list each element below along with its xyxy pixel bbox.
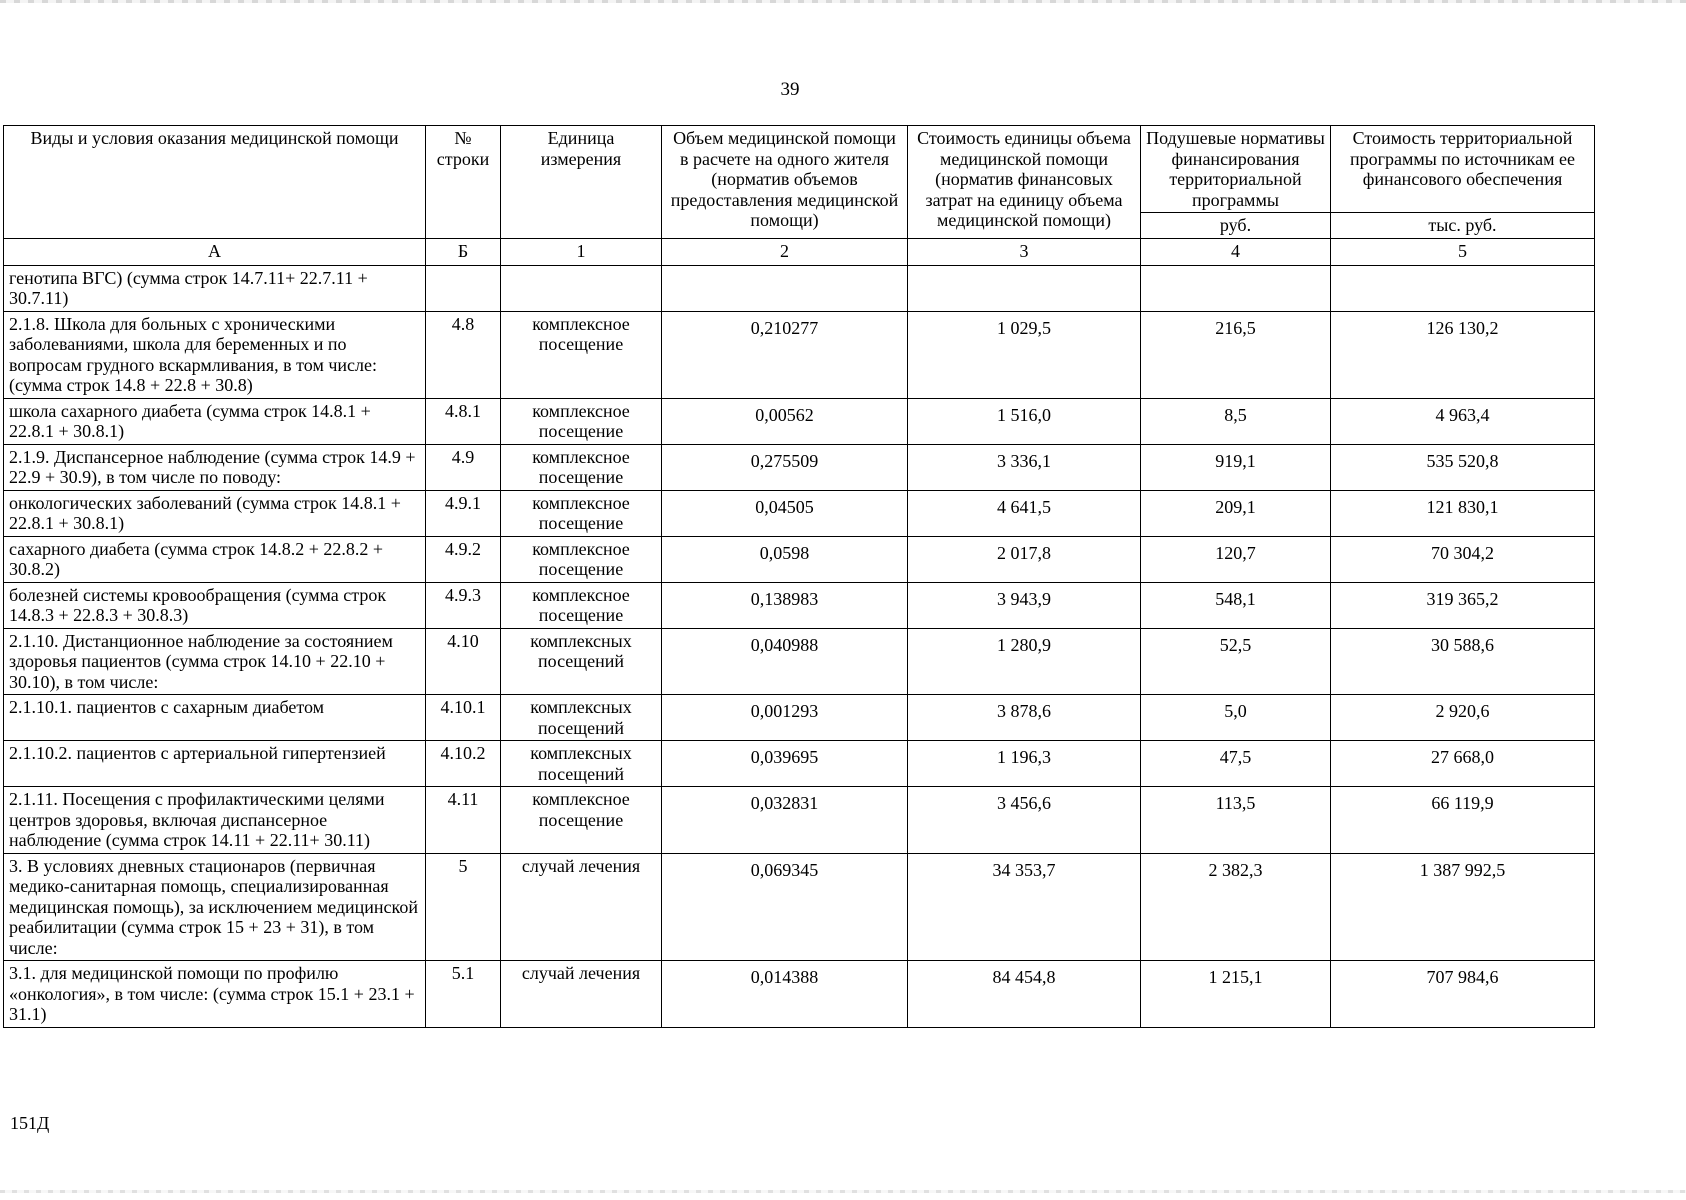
table-row	[4, 628, 1595, 695]
row-volume: 0,138983	[662, 582, 908, 628]
row-volume: 0,040988	[662, 628, 908, 695]
table-row	[4, 265, 1595, 311]
row-per-capita: 548,1	[1141, 582, 1331, 628]
row-volume: 0,001293	[662, 695, 908, 741]
row-name: 3.1. для медицинской помощи по профилю «онкология», в том числе: (сумма строк 15.1 + 23.1 + 31.1)	[4, 961, 426, 1028]
header-unit-thousand-rub: тыс. руб.	[1331, 213, 1595, 239]
row-line-number: 4.10	[426, 628, 501, 695]
row-line-number: 5.1	[426, 961, 501, 1028]
header-volume: Объем медицинской помощи в расчете на одного жителя (норматив объемов предоставления медицинской помощи)	[662, 126, 908, 239]
row-per-capita: 209,1	[1141, 490, 1331, 536]
row-volume: 0,00562	[662, 398, 908, 444]
row-unit: комплексных посещений	[501, 741, 662, 787]
row-unit: комплексное посещение	[501, 311, 662, 398]
row-total-cost: 1 387 992,5	[1331, 853, 1595, 961]
table-row	[4, 311, 1595, 398]
row-total-cost: 27 668,0	[1331, 741, 1595, 787]
table-row	[4, 695, 1595, 741]
row-per-capita: 2 382,3	[1141, 853, 1331, 961]
column-letters-row	[4, 238, 1595, 265]
footer-code: 151Д	[10, 1113, 50, 1133]
row-name: 2.1.10. Дистанционное наблюдение за состоянием здоровья пациентов (сумма строк 14.10 + 22.10 + 30.10), в том числе:	[4, 628, 426, 695]
table-row	[4, 398, 1595, 444]
row-unit-cost: 1 029,5	[908, 311, 1141, 398]
row-unit-cost: 4 641,5	[908, 490, 1141, 536]
table-row	[4, 741, 1595, 787]
row-unit	[501, 265, 662, 311]
row-unit: комплексное посещение	[501, 787, 662, 854]
header-program-cost: Стоимость территориальной программы по источникам ее финансового обеспечения	[1331, 126, 1595, 213]
row-unit-cost: 3 456,6	[908, 787, 1141, 854]
row-name: школа сахарного диабета (сумма строк 14.8.1 + 22.8.1 + 30.8.1)	[4, 398, 426, 444]
row-per-capita	[1141, 265, 1331, 311]
row-per-capita: 52,5	[1141, 628, 1331, 695]
row-line-number: 5	[426, 853, 501, 961]
header-line-number: № строки	[426, 126, 501, 239]
row-volume	[662, 265, 908, 311]
row-line-number: 4.8	[426, 311, 501, 398]
row-total-cost: 70 304,2	[1331, 536, 1595, 582]
row-total-cost: 126 130,2	[1331, 311, 1595, 398]
row-name: сахарного диабета (сумма строк 14.8.2 + 22.8.2 + 30.8.2)	[4, 536, 426, 582]
table-row	[4, 444, 1595, 490]
row-volume: 0,069345	[662, 853, 908, 961]
row-unit: комплексное посещение	[501, 444, 662, 490]
row-unit: комплексное посещение	[501, 536, 662, 582]
row-total-cost: 707 984,6	[1331, 961, 1595, 1028]
row-per-capita: 113,5	[1141, 787, 1331, 854]
table-row	[4, 787, 1595, 854]
header-unit: Единица измерения	[501, 126, 662, 239]
row-line-number: 4.10.2	[426, 741, 501, 787]
row-unit-cost	[908, 265, 1141, 311]
row-per-capita: 47,5	[1141, 741, 1331, 787]
column-letter: 2	[662, 238, 908, 265]
column-letter: 1	[501, 238, 662, 265]
row-unit-cost: 3 336,1	[908, 444, 1141, 490]
row-total-cost: 2 920,6	[1331, 695, 1595, 741]
row-per-capita: 8,5	[1141, 398, 1331, 444]
row-unit-cost: 2 017,8	[908, 536, 1141, 582]
row-name: 2.1.10.1. пациентов с сахарным диабетом	[4, 695, 426, 741]
row-volume: 0,039695	[662, 741, 908, 787]
table-row	[4, 853, 1595, 961]
row-unit: комплексное посещение	[501, 490, 662, 536]
row-volume: 0,04505	[662, 490, 908, 536]
row-line-number: 4.8.1	[426, 398, 501, 444]
row-unit-cost: 84 454,8	[908, 961, 1141, 1028]
row-line-number: 4.9.2	[426, 536, 501, 582]
row-line-number	[426, 265, 501, 311]
row-volume: 0,275509	[662, 444, 908, 490]
header-care-type: Виды и условия оказания медицинской помощи	[4, 126, 426, 239]
row-unit: комплексное посещение	[501, 582, 662, 628]
scan-edge-bottom	[0, 1190, 1686, 1193]
row-per-capita: 120,7	[1141, 536, 1331, 582]
row-unit: комплексное посещение	[501, 398, 662, 444]
row-per-capita: 1 215,1	[1141, 961, 1331, 1028]
column-letter: А	[4, 238, 426, 265]
row-unit: случай лечения	[501, 961, 662, 1028]
scan-edge-top	[0, 0, 1686, 3]
table-row	[4, 490, 1595, 536]
row-total-cost: 66 119,9	[1331, 787, 1595, 854]
table-row	[4, 582, 1595, 628]
row-volume: 0,014388	[662, 961, 908, 1028]
row-total-cost	[1331, 265, 1595, 311]
row-per-capita: 919,1	[1141, 444, 1331, 490]
table-row	[4, 961, 1595, 1028]
row-volume: 0,0598	[662, 536, 908, 582]
row-name: 3. В условиях дневных стационаров (первичная медико-санитарная помощь, специализированная медицинская помощь), за исключением медицинской реабилитации (сумма строк 15 + 23 + 31), в том числе:	[4, 853, 426, 961]
row-total-cost: 30 588,6	[1331, 628, 1595, 695]
row-total-cost: 535 520,8	[1331, 444, 1595, 490]
table-row	[4, 536, 1595, 582]
header-unit-rub: руб.	[1141, 213, 1331, 239]
row-name: 2.1.9. Диспансерное наблюдение (сумма строк 14.9 + 22.9 + 30.9), в том числе по поводу:	[4, 444, 426, 490]
row-unit-cost: 1 196,3	[908, 741, 1141, 787]
row-name: 2.1.8. Школа для больных с хроническими заболеваниями, школа для беременных и по вопросам грудного вскармливания, в том числе: (сумма строк 14.8 + 22.8 + 30.8)	[4, 311, 426, 398]
row-unit: комплексных посещений	[501, 695, 662, 741]
row-total-cost: 121 830,1	[1331, 490, 1595, 536]
row-name: болезней системы кровообращения (сумма строк 14.8.3 + 22.8.3 + 30.8.3)	[4, 582, 426, 628]
column-letter: 3	[908, 238, 1141, 265]
row-unit-cost: 1 516,0	[908, 398, 1141, 444]
medical-care-table	[3, 125, 1595, 1028]
page-number: 39	[780, 79, 800, 100]
row-name: 2.1.11. Посещения с профилактическими целями центров здоровья, включая диспансерное наблюдение (сумма строк 14.11 + 22.11+ 30.11)	[4, 787, 426, 854]
row-name: генотипа ВГС) (сумма строк 14.7.11+ 22.7.11 + 30.7.11)	[4, 265, 426, 311]
column-letter: 4	[1141, 238, 1331, 265]
row-unit-cost: 34 353,7	[908, 853, 1141, 961]
row-total-cost: 4 963,4	[1331, 398, 1595, 444]
column-letter: Б	[426, 238, 501, 265]
header-per-capita: Подушевые нормативы финансирования территориальной программы	[1141, 126, 1331, 213]
row-total-cost: 319 365,2	[1331, 582, 1595, 628]
row-name: онкологических заболеваний (сумма строк 14.8.1 + 22.8.1 + 30.8.1)	[4, 490, 426, 536]
row-per-capita: 216,5	[1141, 311, 1331, 398]
column-letter: 5	[1331, 238, 1595, 265]
row-volume: 0,032831	[662, 787, 908, 854]
row-per-capita: 5,0	[1141, 695, 1331, 741]
row-line-number: 4.9.3	[426, 582, 501, 628]
row-volume: 0,210277	[662, 311, 908, 398]
row-line-number: 4.11	[426, 787, 501, 854]
row-line-number: 4.9	[426, 444, 501, 490]
row-line-number: 4.9.1	[426, 490, 501, 536]
row-name: 2.1.10.2. пациентов с артериальной гипертензией	[4, 741, 426, 787]
row-line-number: 4.10.1	[426, 695, 501, 741]
row-unit: случай лечения	[501, 853, 662, 961]
row-unit-cost: 1 280,9	[908, 628, 1141, 695]
row-unit-cost: 3 878,6	[908, 695, 1141, 741]
row-unit: комплексных посещений	[501, 628, 662, 695]
header-unit-cost: Стоимость единицы объема медицинской помощи (норматив финансовых затрат на единицу объема медицинской помощи)	[908, 126, 1141, 239]
row-unit-cost: 3 943,9	[908, 582, 1141, 628]
